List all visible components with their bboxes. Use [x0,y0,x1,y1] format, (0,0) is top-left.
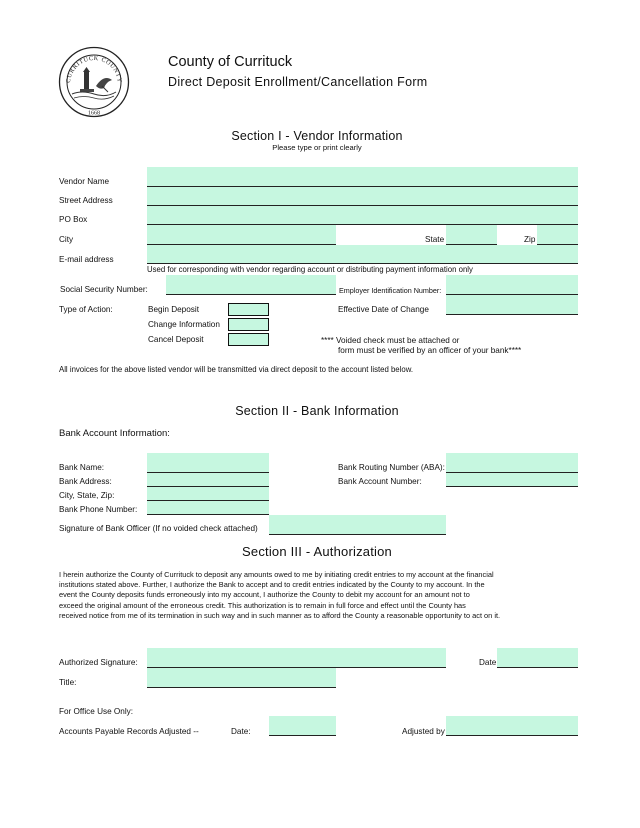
invoice-note: All invoices for the above listed vendor will be transmitted via direct deposit to the account listed below. [59,365,414,374]
authorization-paragraph [59,570,500,621]
email-note: Used for corresponding with vendor regarding account or distributing payment information only [147,265,473,274]
authorization-line: received notice from me of its termination in such way and in such manner as to afford the County a reasonable opportunity to act on it. [59,610,501,620]
signature-date-label: Date [479,658,497,667]
bank-phone-field[interactable] [147,501,269,515]
authorization-line: exceed the original amount of the erroneous credit. This authorization is to remain in full force and effect until the County has [59,600,466,610]
zip-label: Zip [524,235,536,244]
voided-note-line2: form must be verified by an officer of your bank**** [338,346,522,355]
routing-number-field[interactable] [446,453,578,473]
vendor-name-field[interactable] [147,167,578,187]
po-box-field[interactable] [147,206,578,225]
section2-title: Section II - Bank Information [235,404,399,418]
adjusted-by-field[interactable] [446,716,578,736]
bank-name-label: Bank Name: [59,463,105,472]
bank-city-state-zip-field[interactable] [147,487,269,501]
routing-number-label: Bank Routing Number (ABA): [338,463,445,472]
ssn-field[interactable] [166,275,336,295]
section3-title: Section III - Authorization [242,544,392,559]
authorization-line: I herein authorize the County of Currituck to deposit any amounts owed to me by initiating credit entries to my account at the financial [59,570,494,579]
cancel-deposit-label: Cancel Deposit [148,335,204,344]
seal-text: CURRITUCK COUNTY [64,54,124,84]
title-label: Title: [59,678,77,687]
signature-date-field[interactable] [497,648,578,668]
office-date-field[interactable] [269,716,336,736]
state-field[interactable] [446,225,497,245]
change-information-checkbox[interactable] [228,318,269,331]
section1-subtitle: Please type or print clearly [272,143,362,152]
bank-address-label: Bank Address: [59,477,112,486]
account-number-field[interactable] [446,473,578,487]
authorization-line: event the County deposits funds erroneously into my account, I authorize the County to debit my account for an amount not to [59,590,470,600]
effective-date-label: Effective Date of Change [338,305,429,314]
po-box-label: PO Box [59,215,88,224]
begin-deposit-label: Begin Deposit [148,305,199,314]
account-number-label: Bank Account Number: [338,477,422,486]
bank-name-field[interactable] [147,453,269,473]
bank-officer-signature-field[interactable] [269,515,446,535]
email-label: E-mail address [59,255,114,264]
page-subtitle: Direct Deposit Enrollment/Cancellation Form [168,75,428,89]
state-label: State [425,235,445,244]
street-address-label: Street Address [59,196,113,205]
street-address-field[interactable] [147,187,578,206]
voided-note-line1: **** Voided check must be attached or [321,336,460,345]
cancel-deposit-checkbox[interactable] [228,333,269,346]
authorized-signature-label: Authorized Signature: [59,658,138,667]
begin-deposit-checkbox[interactable] [228,303,269,316]
city-label: City [59,235,74,244]
ein-label: Employer Identification Number: [339,286,442,295]
county-seal-logo [58,46,130,118]
city-state-zip-label: City, State, Zip: [59,491,115,500]
vendor-name-label: Vendor Name [59,177,110,186]
email-field[interactable] [147,245,578,264]
type-of-action-label: Type of Action: [59,305,113,314]
adjusted-by-label: Adjusted by [402,727,445,736]
office-date-label: Date: [231,727,251,736]
title-field[interactable] [147,668,336,688]
page-title: County of Currituck [168,54,293,70]
ein-field[interactable] [446,275,578,295]
seal-year: 1668 [88,110,100,117]
authorized-signature-field[interactable] [147,648,446,668]
office-use-label: For Office Use Only: [59,707,134,716]
effective-date-field[interactable] [446,295,578,315]
ssn-label: Social Security Number: [60,285,148,294]
svg-text:CURRITUCK COUNTY [65,55,123,83]
authorization-line: institutions stated above. Further, I authorize the Bank to accept and to credit entries indicated by the County to my account. In the [59,580,485,590]
zip-field[interactable] [537,225,578,245]
bank-phone-label: Bank Phone Number: [59,505,138,514]
city-field[interactable] [147,225,336,245]
bank-officer-signature-label: Signature of Bank Officer (If no voided check attached) [59,524,258,533]
section1-title: Section I - Vendor Information [231,129,403,143]
bank-address-field[interactable] [147,473,269,487]
ap-records-label: Accounts Payable Records Adjusted -- [59,727,199,736]
change-information-label: Change Information [148,320,220,329]
section2-subtitle: Bank Account Information: [59,428,170,439]
